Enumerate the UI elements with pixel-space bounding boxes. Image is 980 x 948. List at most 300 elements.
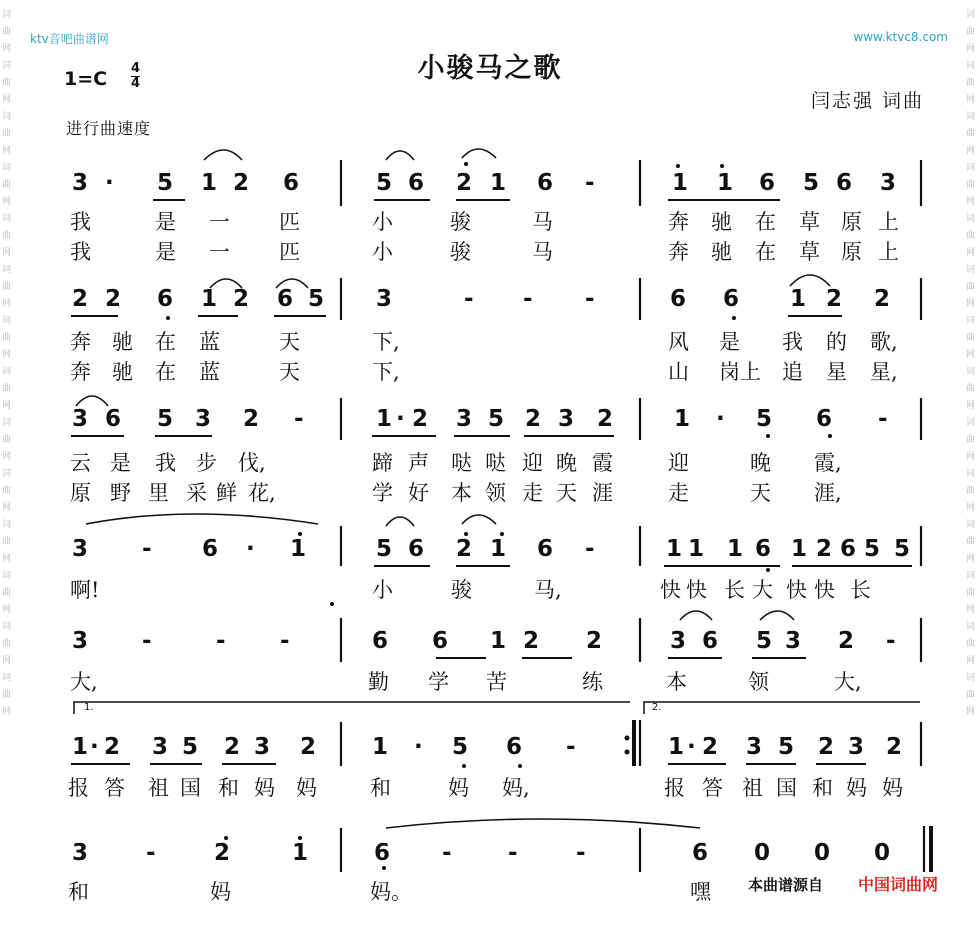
lyric-char: 妈 [254, 776, 275, 800]
note: 2 [233, 170, 250, 196]
note: 1 [672, 170, 689, 196]
note: 3 [785, 628, 802, 654]
lyric-char: 骏 [451, 578, 472, 602]
lyric-char: 里 [148, 481, 169, 505]
side-watermark-char: 词 [2, 112, 12, 122]
lyric-char: 伐, [238, 451, 266, 475]
note: 3 [880, 170, 897, 196]
time-top: 4 [131, 61, 141, 76]
note: 1 [666, 536, 683, 562]
lyric-char: 妈 [296, 776, 317, 800]
note: 6 [840, 536, 857, 562]
lyric-char: 步 [196, 451, 217, 475]
side-watermark-char: 词 [2, 163, 12, 173]
note: 1 [790, 286, 807, 312]
watermark-left: ktv音吧曲谱网 [30, 32, 109, 46]
note: 6 [755, 536, 772, 562]
lyric-char: 学 [428, 670, 449, 694]
side-watermark-char: 词 [2, 265, 12, 275]
note: 2 [214, 840, 231, 866]
note: 6 [202, 536, 219, 562]
side-watermark-char: 词 [2, 622, 12, 632]
side-watermark-char: 网 [2, 605, 12, 615]
note: 1 [72, 734, 89, 760]
lyric-char: 涯, [814, 481, 842, 505]
note: 5 [864, 536, 881, 562]
lyric-char: 本 [666, 670, 687, 694]
lyric-char: 涯 [592, 481, 613, 505]
note: 6 [723, 286, 740, 312]
note: 5 [452, 734, 469, 760]
lyric-char: 和 [812, 776, 833, 800]
lyric-char: 原 [841, 210, 862, 234]
repeat-dot [625, 736, 630, 741]
dash: - [576, 840, 586, 866]
dash: - [508, 840, 518, 866]
side-watermark-char: 网 [966, 299, 976, 309]
note: 6 [537, 170, 554, 196]
side-watermark-char: 网 [2, 248, 12, 258]
lyric-char: 蓝 [199, 330, 220, 354]
lyric-char: 大 [752, 578, 773, 602]
note: 1 [376, 406, 393, 432]
note: 6 [537, 536, 554, 562]
dash: - [280, 628, 290, 654]
side-watermark-char: 网 [966, 605, 976, 615]
lyric-char: 走 [522, 481, 543, 505]
dash: - [566, 734, 576, 760]
dash: - [878, 406, 888, 432]
note: 0 [814, 840, 831, 866]
side-watermark-char: 词 [966, 418, 976, 428]
lyric-char: 领 [485, 481, 506, 505]
lyric-char: 妈 [882, 776, 903, 800]
side-watermark-char: 网 [966, 197, 976, 207]
lyric-char: 草 [799, 240, 820, 264]
lyric-char: 妈 [448, 776, 469, 800]
slurs [76, 149, 833, 828]
note: 2 [525, 406, 542, 432]
side-watermark-char: 网 [2, 554, 12, 564]
note: 2 [224, 734, 241, 760]
note: 3 [376, 286, 393, 312]
lyric-char: 答 [104, 776, 125, 800]
lyric-char: 答 [702, 776, 723, 800]
note: 2 [838, 628, 855, 654]
lyric-char: 晚 [750, 451, 771, 475]
note: 5 [756, 406, 773, 432]
side-watermark-char: 词 [2, 10, 12, 20]
note: 1 [668, 734, 685, 760]
lyric-char: 一 [209, 240, 230, 264]
lyric-char: 骏 [450, 240, 471, 264]
side-watermark-char: 曲 [966, 588, 976, 598]
lyric-char: 报 [664, 776, 685, 800]
note: 2 [826, 286, 843, 312]
note: 6 [374, 840, 391, 866]
note: 2 [702, 734, 719, 760]
note: 2 [586, 628, 603, 654]
note: 5 [803, 170, 820, 196]
dot: · [687, 734, 696, 760]
side-watermark-char: 词 [966, 367, 976, 377]
side-watermark-char: 网 [966, 707, 976, 717]
dash: - [585, 286, 595, 312]
note: 5 [182, 734, 199, 760]
lyric-char: 下, [372, 330, 400, 354]
lyric-char: 在 [755, 240, 776, 264]
note: 6 [432, 628, 449, 654]
lyric-char: 原 [841, 240, 862, 264]
note: 6 [670, 286, 687, 312]
lyric-char: 小 [372, 578, 393, 602]
side-watermark-char: 网 [2, 656, 12, 666]
dash: - [142, 628, 152, 654]
lyric-char: 快 [786, 578, 807, 602]
note: 1 [201, 286, 218, 312]
lyric-char: 鲜 [216, 481, 237, 505]
lyric-char: 在 [155, 330, 176, 354]
note: 1 [490, 628, 507, 654]
lyric-char: 学 [372, 481, 393, 505]
footer-source-text: 本曲谱源自 [748, 876, 824, 894]
side-watermark-char: 网 [966, 452, 976, 462]
lyric-char: 追 [782, 360, 803, 384]
note: 2 [816, 536, 833, 562]
note: 2 [886, 734, 903, 760]
note: 3 [254, 734, 271, 760]
lyric-char: 长 [724, 578, 745, 602]
lyric-char: 风 [668, 330, 689, 354]
side-watermark-char: 网 [2, 146, 12, 156]
note: 6 [408, 170, 425, 196]
volta-1-label: 1. [84, 702, 94, 713]
lyric-char: 歌, [870, 330, 898, 354]
side-watermark-char: 曲 [2, 231, 12, 241]
lyric-char: 我 [782, 330, 803, 354]
author-credit: 闫志强 词曲 [810, 90, 924, 112]
side-watermark-char: 曲 [966, 180, 976, 190]
side-watermark-char: 网 [2, 197, 12, 207]
dash: - [464, 286, 474, 312]
lyric-char: 驰 [711, 210, 732, 234]
dot: · [716, 406, 725, 432]
side-watermark-char: 曲 [2, 639, 12, 649]
side-watermark-char: 词 [966, 265, 976, 275]
lyric-char: 小 [372, 210, 393, 234]
note: 6 [816, 406, 833, 432]
lyric-char: 岗上 [719, 360, 761, 384]
lyric-char: 匹 [279, 210, 300, 234]
lyric-char: 蓝 [199, 360, 220, 384]
lyric-char: 苦 [486, 670, 507, 694]
side-watermark-char: 词 [2, 214, 12, 224]
lyric-char: 声 [408, 451, 429, 475]
bar-lines [341, 160, 931, 872]
side-watermark-char: 词 [966, 61, 976, 71]
lyric-char: 练 [582, 670, 603, 694]
side-watermark-char: 词 [966, 469, 976, 479]
side-watermark-char: 曲 [966, 639, 976, 649]
footer-site-link[interactable]: 中国词曲网 [858, 875, 939, 894]
note: 2 [72, 286, 89, 312]
note: 5 [308, 286, 325, 312]
lyric-char: 下, [372, 360, 400, 384]
dot: · [396, 406, 405, 432]
dot: · [105, 170, 114, 196]
note: 6 [702, 628, 719, 654]
lyric-char: 星, [870, 360, 898, 384]
note: 5 [157, 406, 174, 432]
note: 2 [597, 406, 614, 432]
lyric-char: 祖 [148, 776, 169, 800]
side-watermark-char: 词 [2, 469, 12, 479]
lyric-char: 啊! [70, 578, 100, 602]
side-watermark-char: 网 [966, 248, 976, 258]
note: 2 [412, 406, 429, 432]
side-watermark-char: 词 [966, 316, 976, 326]
lyric-char: 哒 [451, 451, 472, 475]
lyric-char: 天 [750, 481, 771, 505]
side-watermark-char: 网 [966, 95, 976, 105]
note: 3 [72, 628, 89, 654]
lyric-char: 迎 [668, 451, 689, 475]
dot: · [246, 536, 255, 562]
dash: - [585, 536, 595, 562]
note: 1 [490, 536, 507, 562]
side-watermark-char: 网 [966, 656, 976, 666]
lyric-char: 霞 [592, 451, 613, 475]
note: 0 [754, 840, 771, 866]
lyric-char: 走 [668, 481, 689, 505]
lyric-char: 采 [186, 481, 207, 505]
lyric-char: 是 [155, 240, 176, 264]
note: 3 [558, 406, 575, 432]
note: 2 [456, 536, 473, 562]
note: 1 [490, 170, 507, 196]
lyric-char: 领 [748, 670, 769, 694]
note-underlines [71, 200, 912, 764]
side-watermark-char: 词 [966, 520, 976, 530]
note: 2 [818, 734, 835, 760]
lyric-char: 是 [719, 330, 740, 354]
lyric-char: 妈。 [370, 880, 412, 904]
dash: - [142, 536, 152, 562]
lyric-char: 和 [218, 776, 239, 800]
lyric-char: 和 [370, 776, 391, 800]
note: 6 [372, 628, 389, 654]
side-watermark-char: 曲 [2, 27, 12, 37]
lyric-char: 快 [814, 578, 835, 602]
lyric-char: 霞, [814, 451, 842, 475]
volta-2-bracket [644, 702, 920, 714]
lyric-char: 奔 [70, 330, 91, 354]
note: 6 [157, 286, 174, 312]
dash: - [146, 840, 156, 866]
lyric-char: 驰 [711, 240, 732, 264]
note: 3 [72, 536, 89, 562]
lyric-char: 我 [70, 210, 91, 234]
side-watermark-char: 词 [2, 316, 12, 326]
side-watermark-char: 网 [2, 401, 12, 411]
dash: - [216, 628, 226, 654]
side-watermark-char: 网 [2, 44, 12, 54]
side-watermark-char: 网 [966, 350, 976, 360]
note: 1 [372, 734, 389, 760]
note: 3 [848, 734, 865, 760]
lyric-char: 妈, [502, 776, 530, 800]
lyric-char: 在 [755, 210, 776, 234]
note: 1 [201, 170, 218, 196]
note: 1 [791, 536, 808, 562]
side-watermark-char: 曲 [966, 78, 976, 88]
lyric-char: 天 [279, 360, 300, 384]
side-watermark-char: 曲 [2, 180, 12, 190]
note: 1 [674, 406, 691, 432]
watermark-right: www.ktvc8.com [853, 30, 948, 44]
side-watermark-char: 曲 [2, 486, 12, 496]
lyric-char: 云 [70, 451, 91, 475]
lyric-char: 我 [70, 240, 91, 264]
lyric-char: 在 [155, 360, 176, 384]
note: 3 [152, 734, 169, 760]
volta-2-label: 2. [652, 702, 662, 713]
lyric-char: 国 [776, 776, 797, 800]
side-watermark-char: 词 [966, 112, 976, 122]
lyric-char: 是 [155, 210, 176, 234]
lyric-char: 长 [850, 578, 871, 602]
dash: - [294, 406, 304, 432]
lyric-char: 哒 [485, 451, 506, 475]
side-watermark-char: 网 [2, 95, 12, 105]
note: 2 [105, 286, 122, 312]
note: 2 [874, 286, 891, 312]
side-watermark-char: 词 [966, 622, 976, 632]
lyric-char: 是 [110, 451, 131, 475]
side-watermark-char: 词 [2, 367, 12, 377]
side-watermark-char: 曲 [2, 435, 12, 445]
lyric-char: 马 [532, 210, 553, 234]
side-watermark-char: 曲 [2, 384, 12, 394]
side-watermark-char: 曲 [966, 129, 976, 139]
lyric-char: 驰 [112, 330, 133, 354]
lyric-char: 星 [826, 360, 847, 384]
note: 2 [104, 734, 121, 760]
note: 3 [195, 406, 212, 432]
note: 5 [778, 734, 795, 760]
note: 3 [670, 628, 687, 654]
dot: · [414, 734, 423, 760]
side-watermark-char: 曲 [2, 690, 12, 700]
note: 1 [292, 840, 309, 866]
note: 3 [456, 406, 473, 432]
note: 5 [756, 628, 773, 654]
note: 1 [727, 536, 744, 562]
side-watermark-char: 曲 [2, 129, 12, 139]
lyric-char: 马, [534, 578, 562, 602]
note: 5 [157, 170, 174, 196]
side-watermark-char: 网 [2, 503, 12, 513]
lyric-char: 山 [668, 360, 689, 384]
lyric-char: 妈 [846, 776, 867, 800]
volta-1-bracket [74, 702, 630, 714]
lyric-char: 好 [408, 481, 429, 505]
dash: - [442, 840, 452, 866]
side-watermark-char: 词 [966, 10, 976, 20]
lyric-char: 一 [209, 210, 230, 234]
lyric-char: 小 [372, 240, 393, 264]
lyric-char: 祖 [742, 776, 763, 800]
repeat-dot [625, 750, 630, 755]
lyric-char: 匹 [279, 240, 300, 264]
side-watermark-char: 曲 [966, 27, 976, 37]
lyric-char: 快 [660, 578, 681, 602]
side-watermark-char: 词 [966, 673, 976, 683]
side-watermark-char: 词 [2, 418, 12, 428]
side-watermark-char: 曲 [966, 537, 976, 547]
lyric-char: 大, [70, 670, 98, 694]
lyric-char: 骏 [450, 210, 471, 234]
side-watermark-char: 曲 [966, 333, 976, 343]
lyric-char: 和 [68, 880, 89, 904]
note: 2 [233, 286, 250, 312]
note: 5 [488, 406, 505, 432]
lyric-char: 晚 [556, 451, 577, 475]
lyric-char: 原 [70, 481, 91, 505]
lyric-char: 蹄 [372, 451, 393, 475]
side-watermark-char: 曲 [966, 486, 976, 496]
lyric-char: 妈 [210, 880, 231, 904]
lyric-char: 大, [834, 670, 862, 694]
lyric-char: 奔 [668, 210, 689, 234]
dash: - [886, 628, 896, 654]
side-watermark-char: 网 [2, 350, 12, 360]
side-watermark-char: 词 [966, 163, 976, 173]
side-watermark-char: 网 [966, 554, 976, 564]
time-bottom: 4 [131, 76, 141, 91]
lyric-char: 奔 [668, 240, 689, 264]
side-watermark-char: 词 [2, 520, 12, 530]
side-watermark-char: 曲 [2, 333, 12, 343]
lyric-char: 上 [878, 240, 899, 264]
note: 2 [523, 628, 540, 654]
lyric-char: 天 [556, 481, 577, 505]
lyric-char: 报 [68, 776, 89, 800]
side-watermark-char: 词 [2, 61, 12, 71]
side-watermark-char: 网 [2, 707, 12, 717]
lyric-char: 勤 [368, 670, 389, 694]
note: 0 [874, 840, 891, 866]
side-watermark-char: 网 [966, 44, 976, 54]
side-watermark-char: 曲 [2, 537, 12, 547]
note: 2 [456, 170, 473, 196]
note: 6 [283, 170, 300, 196]
dash: - [585, 170, 595, 196]
note: 6 [692, 840, 709, 866]
lyric-char: 我 [155, 451, 176, 475]
side-watermark-char: 曲 [966, 435, 976, 445]
side-watermark-char: 曲 [966, 384, 976, 394]
note: 3 [72, 406, 89, 432]
lyric-char: 本 [451, 481, 472, 505]
note: 5 [376, 536, 393, 562]
note: 2 [300, 734, 317, 760]
side-watermark-char: 词 [2, 571, 12, 581]
note: 5 [894, 536, 911, 562]
note: 6 [277, 286, 294, 312]
lyric-char: 驰 [112, 360, 133, 384]
lyric-char: 嘿 [690, 880, 711, 904]
